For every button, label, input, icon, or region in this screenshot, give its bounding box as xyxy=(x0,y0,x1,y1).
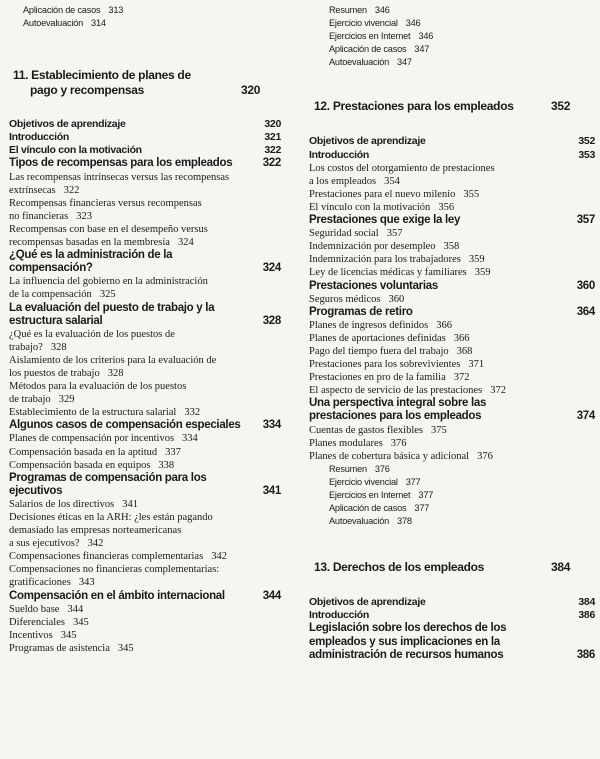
toc-entry[interactable]: Ejercicio vivencial 377 xyxy=(329,476,421,487)
toc-section[interactable]: Algunos casos de compensación especiales 334 xyxy=(9,419,281,432)
toc-section[interactable]: Programas de retiro 364 xyxy=(309,305,595,318)
toc-entry[interactable]: Autoevaluación 378 xyxy=(329,516,412,527)
toc-entry[interactable]: de trabajo 329 xyxy=(9,394,75,406)
toc-entry[interactable]: Las recompensas intrínsecas versus las recompensas xyxy=(9,171,230,183)
toc-section[interactable]: ejecutivos 341 xyxy=(9,484,281,497)
toc-entry[interactable]: extrínsecas 322 xyxy=(9,184,80,196)
toc-entry[interactable]: Indemnización para los trabajadores 359 xyxy=(309,254,485,266)
toc-entry[interactable]: a los empleados 354 xyxy=(309,175,400,187)
toc-entry[interactable]: gratificaciones 343 xyxy=(9,577,95,589)
toc-entry[interactable]: Prestaciones para el nuevo milenio 355 xyxy=(309,188,480,200)
toc-section[interactable]: Programas de compensación para los xyxy=(9,471,207,484)
toc-entry[interactable]: Salarios de los directivos 341 xyxy=(9,498,139,510)
toc-section[interactable]: Introducción 386 xyxy=(309,609,595,622)
toc-entry[interactable]: Indemnización por desempleo 358 xyxy=(309,241,460,253)
toc-entry[interactable]: Autoevaluación 347 xyxy=(329,57,412,68)
toc-left-column xyxy=(9,0,281,655)
toc-section[interactable]: empleados y sus implicaciones en la xyxy=(309,635,500,648)
toc-entry[interactable]: Ejercicio vivencial 346 xyxy=(329,18,421,29)
toc-entry[interactable]: Resumen 346 xyxy=(329,5,390,15)
toc-entry[interactable]: Aislamiento de los criterios para la evaluación de xyxy=(9,354,217,366)
toc-entry[interactable]: Planes de aportaciones definidas 366 xyxy=(309,332,470,344)
toc-entry[interactable]: Métodos para la evaluación de los puestos xyxy=(9,381,187,393)
chapter-12-heading[interactable]: 12. Prestaciones para los empleados 352 xyxy=(314,99,571,114)
toc-entry[interactable]: Cuentas de gastos flexibles 375 xyxy=(309,424,447,436)
toc-section[interactable]: compensación? 324 xyxy=(9,262,281,275)
toc-entry[interactable]: Autoevaluación 314 xyxy=(23,18,106,29)
toc-entry[interactable]: Incentivos 345 xyxy=(9,629,77,641)
toc-entry[interactable]: Planes de ingresos definidos 366 xyxy=(309,319,453,331)
toc-entry[interactable]: Recompensas financieras versus recompensas xyxy=(9,197,202,209)
toc-entry[interactable]: El vínculo con la motivación 356 xyxy=(309,201,455,213)
toc-entry[interactable]: Aplicación de casos 347 xyxy=(329,44,430,55)
toc-entry[interactable]: La influencia del gobierno en la administración xyxy=(9,276,208,288)
toc-entry[interactable]: de la compensación 325 xyxy=(9,289,116,301)
toc-entry[interactable]: Ejercicios en Internet 346 xyxy=(329,31,434,42)
toc-entry[interactable]: Planes de compensación por incentivos 334 xyxy=(9,433,198,445)
toc-entry[interactable]: Programas de asistencia 345 xyxy=(9,642,134,654)
toc-entry[interactable]: Compensaciones no financieras complementarias: xyxy=(9,564,220,576)
toc-section[interactable]: Introducción 321 xyxy=(9,131,281,144)
toc-entry[interactable]: Prestaciones para los sobrevivientes 371 xyxy=(309,359,485,371)
toc-section[interactable]: Tipos de recompensas para los empleados 322 xyxy=(9,157,281,170)
toc-section[interactable]: Legislación sobre los derechos de los xyxy=(309,622,507,635)
toc-section[interactable]: Objetivos de aprendizaje 320 xyxy=(9,118,281,131)
toc-entry[interactable]: Planes modulares 376 xyxy=(309,437,407,449)
toc-entry[interactable]: trabajo? 328 xyxy=(9,341,67,353)
toc-entry[interactable]: Ley de licencias médicas y familiares 359 xyxy=(309,267,491,279)
toc-entry[interactable]: ¿Qué es la evaluación de los puestos de xyxy=(9,328,175,340)
toc-entry[interactable]: recompensas basadas en la membresía 324 xyxy=(9,237,194,249)
toc-entry[interactable]: Aplicación de casos 313 xyxy=(23,5,124,15)
toc-entry[interactable]: Establecimiento de la estructura salarial 332 xyxy=(9,407,201,419)
toc-entry[interactable]: Planes de cobertura básica y adicional 376 xyxy=(309,450,493,462)
toc-entry[interactable]: Seguros médicos 360 xyxy=(309,293,405,305)
toc-section[interactable]: Objetivos de aprendizaje 384 xyxy=(309,596,595,609)
toc-entry[interactable]: Los costos del otorgamiento de prestaciones xyxy=(309,162,495,174)
toc-entry[interactable]: Pago del tiempo fuera del trabajo 368 xyxy=(309,345,473,357)
toc-entry[interactable]: Ejercicios en Internet 377 xyxy=(329,490,434,500)
toc-entry[interactable]: Prestaciones en pro de la familia 372 xyxy=(309,372,470,384)
toc-entry[interactable]: Sueldo base 344 xyxy=(9,603,84,615)
toc-entry[interactable]: Diferenciales 345 xyxy=(9,616,89,628)
toc-section[interactable]: La evaluación del puesto de trabajo y la xyxy=(9,301,215,314)
toc-entry[interactable]: Seguridad social 357 xyxy=(309,228,403,240)
toc-entry[interactable]: Compensaciones financieras complementarias 342 xyxy=(9,551,227,563)
toc-section[interactable]: Prestaciones voluntarias 360 xyxy=(309,279,595,292)
toc-section[interactable]: Prestaciones que exige la ley 357 xyxy=(309,214,595,227)
toc-entry[interactable]: Decisiones éticas en la ARH: ¿les están pagando xyxy=(9,512,213,523)
toc-section[interactable]: Compensación en el ámbito internacional 344 xyxy=(9,589,281,602)
chapter-11-heading[interactable]: 11. Establecimiento de planes de xyxy=(13,68,191,83)
toc-section[interactable]: administración de recursos humanos 386 xyxy=(309,648,595,661)
chapter-13-heading[interactable]: 13. Derechos de los empleados 384 xyxy=(314,560,571,575)
toc-section[interactable]: Objetivos de aprendizaje 352 xyxy=(309,135,595,148)
toc-section[interactable]: estructura salarial 328 xyxy=(9,314,281,327)
toc-section[interactable]: El vínculo con la motivación 322 xyxy=(9,144,281,157)
toc-entry[interactable]: Compensación basada en la aptitud 337 xyxy=(9,446,181,458)
toc-entry[interactable]: Recompensas con base en el desempeño versus xyxy=(9,223,208,235)
toc-entry[interactable]: los puestos de trabajo 328 xyxy=(9,367,124,379)
toc-right-column xyxy=(309,0,595,662)
toc-entry[interactable]: no financieras 323 xyxy=(9,210,92,222)
toc-entry[interactable]: a sus ejecutivos? 342 xyxy=(9,538,104,550)
toc-section[interactable]: prestaciones para los empleados 374 xyxy=(309,410,595,423)
toc-entry[interactable]: Aplicación de casos 377 xyxy=(329,503,430,514)
toc-section[interactable]: ¿Qué es la administración de la xyxy=(9,249,173,262)
chapter-11-heading-line2[interactable]: pago y recompensas 320 xyxy=(30,83,261,98)
toc-entry[interactable]: demasiado las empresas norteamericanas xyxy=(9,525,182,537)
toc-entry[interactable]: Resumen 376 xyxy=(329,463,390,474)
toc-section[interactable]: Una perspectiva integral sobre las xyxy=(309,397,487,410)
toc-entry[interactable]: El aspecto de servicio de las prestaciones 372 xyxy=(309,385,506,397)
toc-entry[interactable]: Compensación basada en equipos 338 xyxy=(9,459,175,471)
toc-section[interactable]: Introducción 353 xyxy=(309,148,595,161)
